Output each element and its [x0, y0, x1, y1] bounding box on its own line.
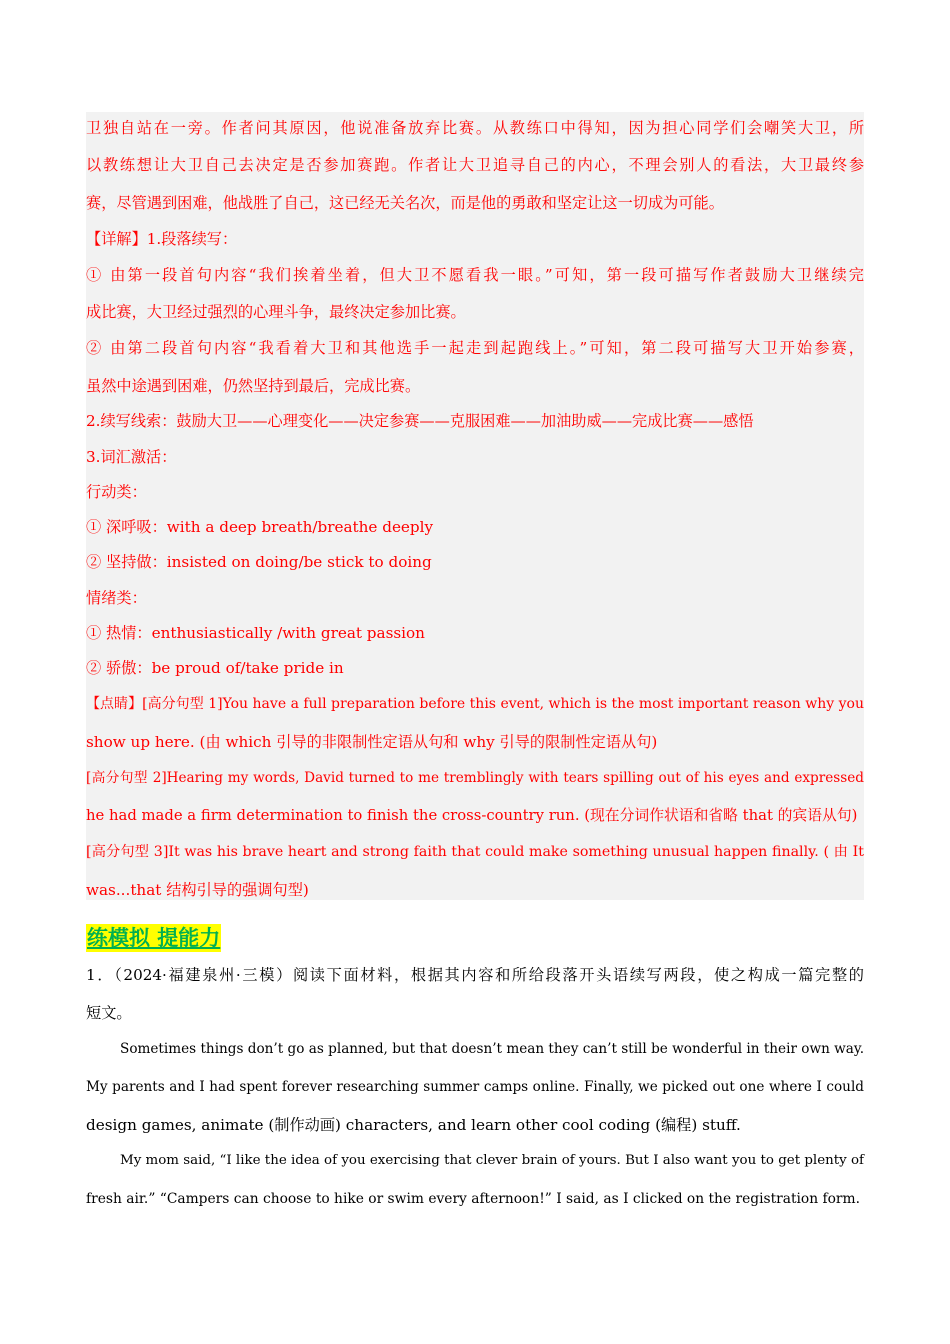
highlight-sentence-1-cont: show up here. (由 which 引导的非限制性定语从句和 why 引导的限制性定语从句)	[86, 733, 658, 751]
emotion-item: ② 骄傲：be proud of/take pride in	[86, 659, 344, 677]
action-item: ② 坚持做：insisted on doing/be stick to doing	[86, 553, 432, 571]
summary-line: 赛，尽管遇到困难，他战胜了自己，这已经无关名次，而是他的勇敢和坚定让这一切成为可能。	[86, 194, 724, 212]
vocab-heading: 3.词汇激活：	[86, 448, 177, 466]
passage-paragraph-2: My mom said, “I like the idea of you exercising that clever brain of yours. But I also want you to get plenty of	[120, 1153, 864, 1168]
writing-clues: 2.续写线索：鼓励大卫——心理变化——决定参赛——克服困难——加油助威——完成比赛——感悟	[86, 412, 754, 430]
paragraph-point-1-cont: 成比赛，大卫经过强烈的心理斗争，最终决定参加比赛。	[86, 303, 466, 321]
emotion-item: ① 热情：enthusiastically /with great passion	[86, 624, 425, 642]
passage-paragraph-2-cont: fresh air.” “Campers can choose to hike or swim every afternoon!” I said, as I clicked on the registration form.	[86, 1191, 860, 1207]
emotion-heading: 情绪类：	[86, 589, 147, 607]
highlight-sentence-3: [高分句型 3]It was his brave heart and strong faith that could make something unusual happen finally. ( 由 It	[86, 844, 864, 860]
section-heading: 练模拟 提能力	[87, 926, 221, 950]
highlight-sentence-3-cont: was...that 结构引导的强调句型)	[86, 881, 309, 899]
action-item: ① 深呼吸：with a deep breath/breathe deeply	[86, 518, 434, 536]
paragraph-point-2-cont: 虽然中途遇到困难，仍然坚持到最后，完成比赛。	[86, 377, 421, 395]
passage-paragraph-1: Sometimes things don’t go as planned, but that doesn’t mean they can’t still be wonderful in their own way.	[120, 1041, 865, 1057]
paragraph-point-1: ① 由第一段首句内容“我们挨着坐着，但大卫不愿看我一眼。”可知，第一段可描写作者鼓励大卫继续完	[86, 266, 864, 284]
highlight-sentence-2: [高分句型 2]Hearing my words, David turned to me tremblingly with tears spilling out of his eyes and expressed	[86, 770, 864, 786]
passage-paragraph-1-cont: My parents and I had spent forever researching summer camps online. Finally, we picked out one where I could	[86, 1079, 864, 1095]
summary-line: 卫独自站在一旁。作者问其原因，他说准备放弃比赛。从教练口中得知，因为担心同学们会嘲笑大卫，所	[86, 119, 864, 137]
detail-heading: 【详解】1.段落续写：	[86, 230, 238, 248]
paragraph-point-2: ② 由第二段首句内容“我看着大卫和其他选手一起走到起跑线上。”可知，第二段可描写大卫开始参赛，	[86, 339, 864, 357]
question-intro-cont: 短文。	[86, 1004, 132, 1022]
action-heading: 行动类：	[86, 483, 147, 501]
summary-line: 以教练想让大卫自己去决定是否参加赛跑。作者让大卫追寻自己的内心，不理会别人的看法，大卫最终参	[86, 156, 864, 174]
highlight-sentence-2-cont: he had made a firm determination to finish the cross-country run. (现在分词作状语和省略 that 的宾语从句)	[86, 807, 858, 824]
passage-paragraph-1-cont: design games, animate (制作动画) characters, and learn other cool coding (编程) stuff.	[86, 1116, 741, 1134]
highlight-sentence-1: 【点睛】[高分句型 1]You have a full preparation before this event, which is the most important reason why you	[86, 696, 864, 712]
question-intro: 1．（2024·福建泉州·三模）阅读下面材料，根据其内容和所给段落开头语续写两段，使之构成一篇完整的	[86, 966, 864, 984]
